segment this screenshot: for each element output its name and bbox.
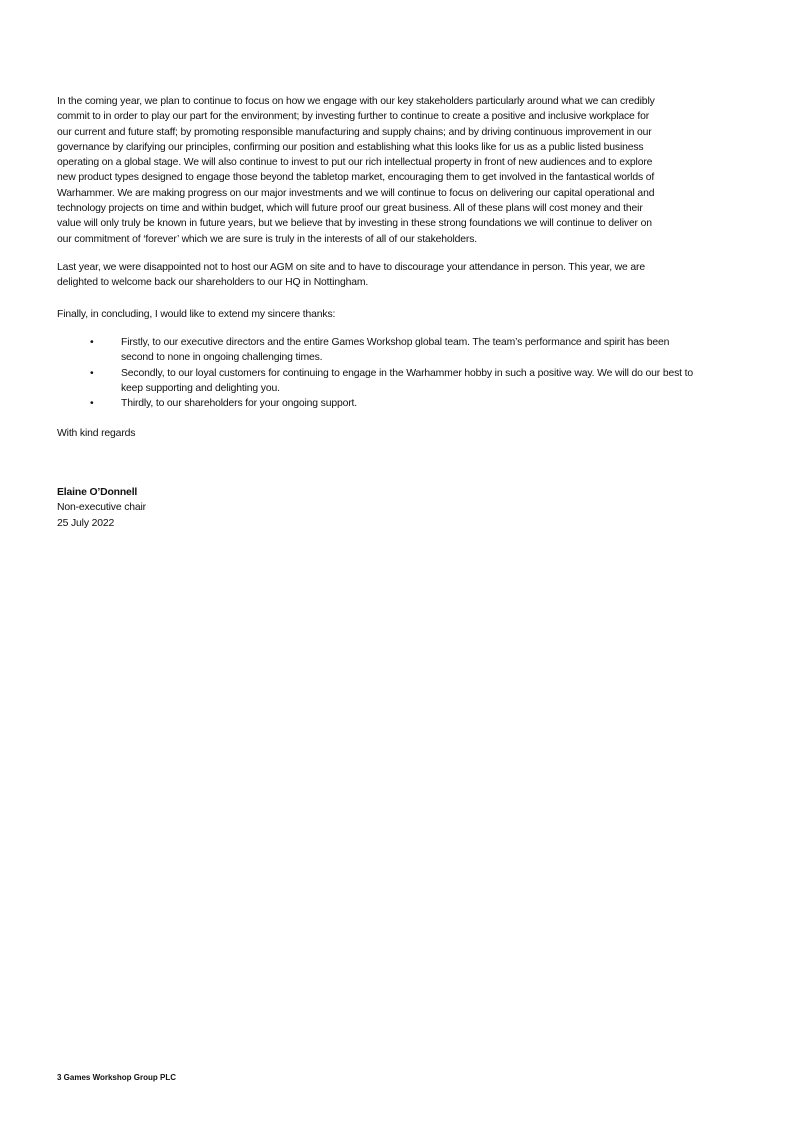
closing-text: With kind regards <box>57 428 136 439</box>
text-line: new product types designed to engage those beyond the tabletop market, encouraging them to get involved in the fantastical worlds of <box>57 172 655 184</box>
text-line: Finally, in concluding, I would like to extend my sincere thanks: <box>57 309 336 320</box>
text-line: second to none in ongoing challenging times. <box>121 352 323 364</box>
bullet-icon: • <box>90 337 94 348</box>
text-line: Last year, we were disappointed not to host our AGM on site and to have to discourage your attendance in person. This year, we are <box>57 262 645 273</box>
page-footer: 3 Games Workshop Group PLC <box>57 1073 176 1082</box>
signature-date: 25 July 2022 <box>57 517 115 529</box>
signatory-name: Elaine O’Donnell <box>57 487 138 498</box>
bullet-icon: • <box>90 398 94 410</box>
thanks-list <box>57 335 693 411</box>
text-line: delighted to welcome back our shareholders to our HQ in Nottingham. <box>57 277 369 289</box>
text-line: operating on a global stage. We will also continue to invest to put our rich intellectual property in front of new audiences and to explore <box>57 157 653 169</box>
text-line: Thirdly, to our shareholders for your ongoing support. <box>121 398 358 410</box>
text-line: governance by clarifying our principles, confirming our position and establishing what this looks like for us as a public listed business <box>57 141 644 153</box>
signatory-title: Non-executive chair <box>57 502 146 514</box>
text-line: technology projects on time and within budget, which will future proof our great business. All of these plans will cost money and their <box>57 203 643 215</box>
list-item <box>57 335 693 366</box>
text-line: keep supporting and delighting you. <box>121 382 280 394</box>
paragraph-thanks-intro <box>57 307 335 322</box>
text-line: our commitment of ‘forever’ which we are sure is truly in the interests of all of our stakeholders. <box>57 233 478 245</box>
text-line: Firstly, to our executive directors and the entire Games Workshop global team. The team’s performance and spirit has been <box>121 337 670 348</box>
list-item <box>57 396 693 411</box>
text-line: In the coming year, we plan to continue to focus on how we engage with our key stakeholders particularly around what we can credibly <box>57 96 655 107</box>
paragraph-outlook <box>57 94 655 247</box>
bullet-icon: • <box>90 367 94 379</box>
text-line: our current and future staff; by promoting responsible manufacturing and supply chains; and by driving continuous improvement in our <box>57 126 652 138</box>
closing <box>57 426 135 441</box>
list-item <box>57 366 693 397</box>
paragraph-agm <box>57 260 645 291</box>
text-line: Secondly, to our loyal customers for continuing to engage in the Warhammer hobby in such a positive way. We will do our best to <box>121 367 693 379</box>
signature-block <box>57 485 146 531</box>
text-line: commit to in order to play our part for the environment; by investing further to continue to create a positive and inclusive workplace for <box>57 111 650 123</box>
text-line: value will only truly be known in future years, but we believe that by investing in these strong foundations we will continue to deliver on <box>57 218 652 230</box>
text-line: Warhammer. We are making progress on our major investments and we will continue to focus on delivering our capital operational and <box>57 187 655 199</box>
